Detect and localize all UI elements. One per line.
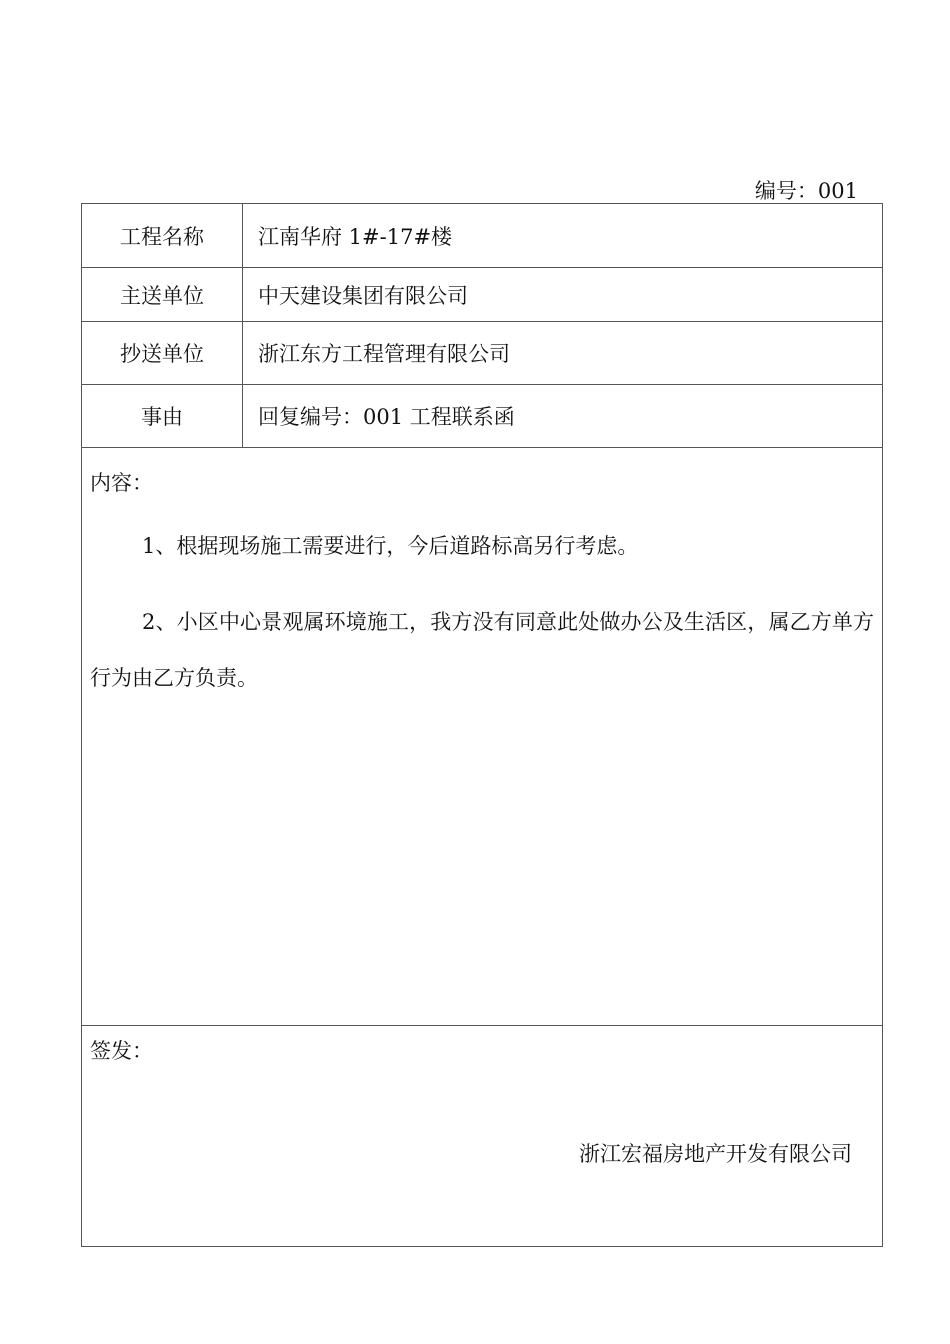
form-row-cc-recipient: [82, 322, 883, 385]
form-row-project-name: [82, 204, 883, 268]
sign-cell: [82, 1026, 883, 1247]
project-name-label: 工程名称: [82, 204, 243, 268]
document-number: 编号：001: [754, 179, 858, 203]
subject-value: 回复编号：001 工程联系函: [243, 385, 883, 448]
subject-label: 事由: [82, 385, 243, 448]
cc-recipient-value: 浙江东方工程管理有限公司: [243, 322, 883, 385]
content-paragraph: 2、小区中心景观属环境施工，我方没有同意此处做办公及生活区，属乙方单方行为由乙方负责。: [90, 610, 874, 690]
form-row-subject: [82, 385, 883, 448]
form-row-main-recipient: [82, 268, 883, 322]
form-row-content: [82, 448, 883, 1026]
sign-label: 签发：: [90, 1039, 153, 1063]
cc-recipient-label: 抄送单位: [82, 322, 243, 385]
content-label: 内容：: [90, 471, 153, 495]
content-paragraph: 1、根据现场施工需要进行，今后道路标高另行考虑。: [142, 534, 639, 558]
main-recipient-label: 主送单位: [82, 268, 243, 322]
issuer-company: 浙江宏福房地产开发有限公司: [579, 1142, 852, 1166]
project-name-value: 江南华府 1#-17#楼: [243, 204, 883, 268]
form-row-sign: [82, 1026, 883, 1247]
contact-form-table: [81, 203, 883, 1247]
main-recipient-value: 中天建设集团有限公司: [243, 268, 883, 322]
content-cell: [82, 448, 883, 1026]
